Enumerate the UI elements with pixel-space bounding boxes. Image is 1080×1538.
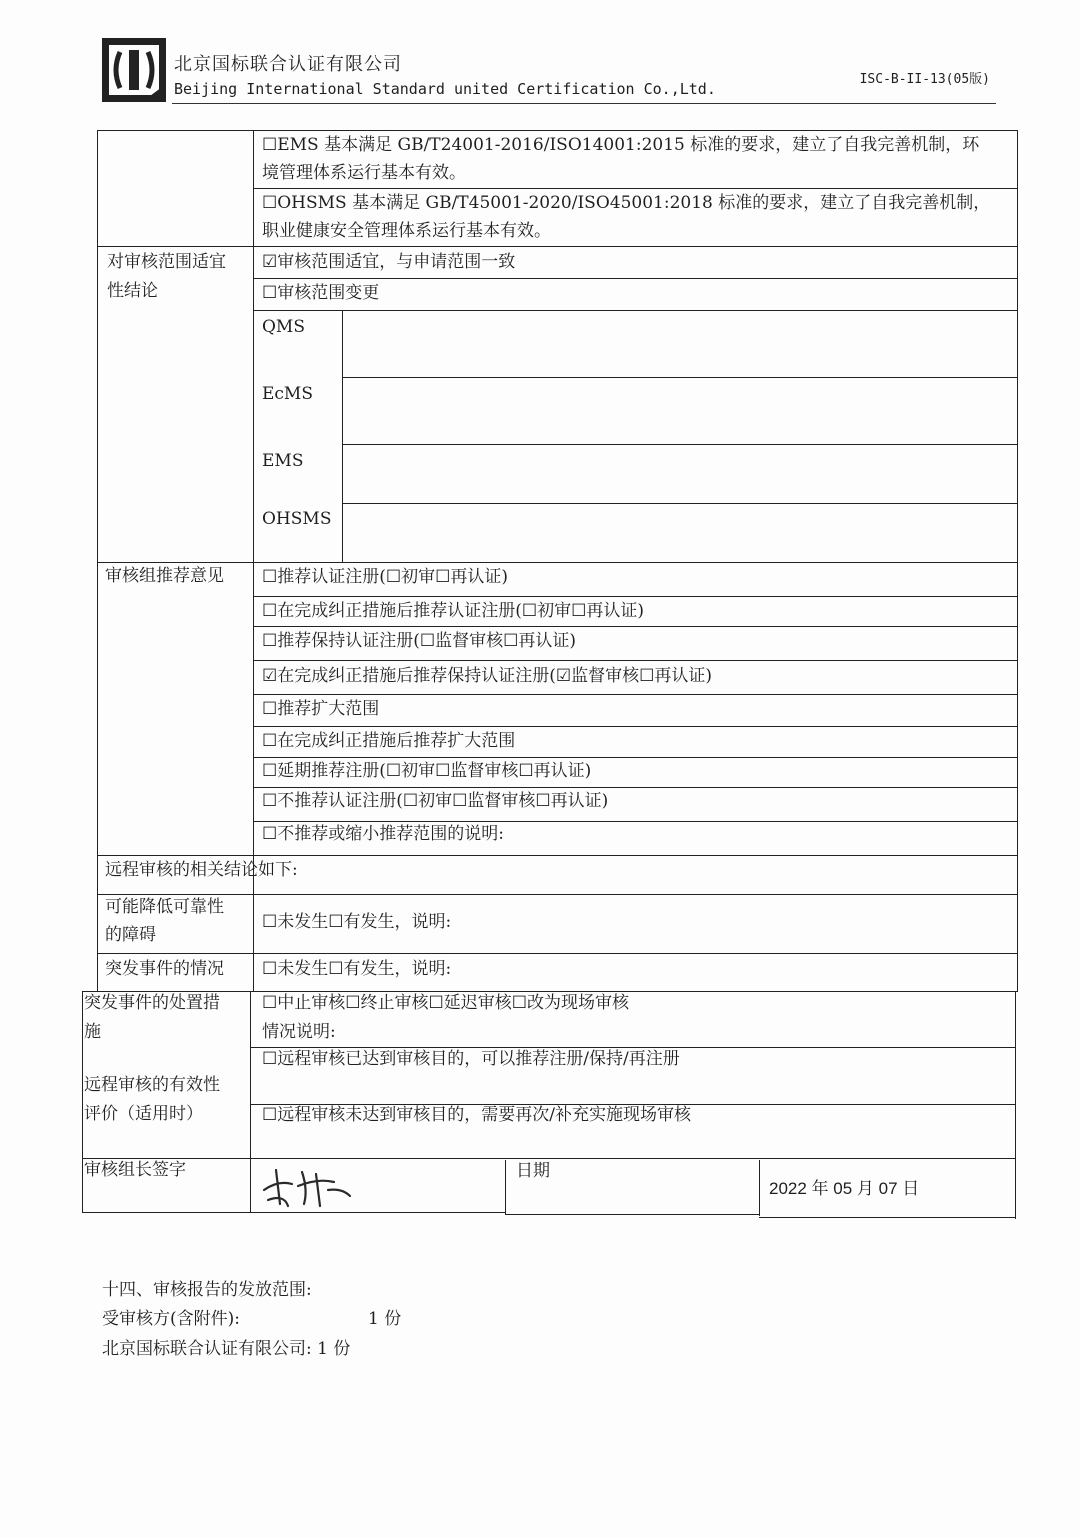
ems-conclusion-line2: 境管理体系运行基本有效。 [262, 163, 466, 183]
eval-label-line1: 远程审核的有效性 [84, 1075, 220, 1095]
measure-label-line2: 施 [84, 1022, 101, 1042]
recommend-option[interactable]: ☐推荐保持认证注册(☐监督审核☐再认证) [262, 631, 576, 651]
company-copy-line: 北京国标联合认证有限公司: 1 份 [102, 1339, 351, 1359]
system-label-ecms: EcMS [262, 384, 313, 404]
document-number: ISC-B-II-13(05版) [859, 72, 990, 87]
recommend-option[interactable]: ☐在完成纠正措施后推荐扩大范围 [262, 731, 516, 751]
eval-not-achieved-checkbox[interactable]: ☐远程审核未达到审核目的，需要再次/补充实施现场审核 [262, 1105, 691, 1125]
incident-label: 突发事件的情况 [105, 959, 224, 979]
eval-label-line2: 评价（适用时） [84, 1104, 203, 1124]
recommend-option[interactable]: ☐不推荐或缩小推荐范围的说明: [262, 824, 504, 844]
remote-audit-heading: 远程审核的相关结论如下: [105, 860, 298, 880]
company-name-en: Beijing International Standard united Certification Co.,Ltd. [174, 80, 716, 98]
auditee-label: 受审核方(含附件): [102, 1309, 240, 1329]
ohsms-conclusion-line1[interactable]: ☐OHSMS 基本满足 GB/T45001-2020/ISO45001:2018 标准的要求，建立了自我完善机制， [262, 193, 991, 213]
measure-note: 情况说明: [262, 1022, 336, 1042]
company-logo-icon [100, 36, 168, 104]
leader-signature [258, 1160, 358, 1210]
ems-conclusion-line1[interactable]: ☐EMS 基本满足 GB/T24001-2016/ISO14001:2015 标准的要求，建立了自我完善机制，环 [262, 135, 980, 155]
measure-label-line1: 突发事件的处置措 [84, 993, 220, 1013]
auditee-count: 1 份 [368, 1309, 402, 1329]
recommend-label: 审核组推荐意见 [105, 566, 224, 586]
obstacle-label-line1: 可能降低可靠性 [105, 897, 224, 917]
date-value[interactable]: 2022 年 05 月 07 日 [769, 1179, 920, 1198]
system-label-ems: EMS [262, 451, 304, 471]
recommend-option[interactable]: ☐推荐扩大范围 [262, 699, 380, 719]
distribution-title: 十四、审核报告的发放范围: [102, 1280, 312, 1300]
obstacle-label-line2: 的障碍 [105, 925, 156, 945]
measure-options[interactable]: ☐中止审核☐终止审核☐延迟审核☐改为现场审核 [262, 993, 629, 1013]
sign-label: 审核组长签字 [84, 1160, 186, 1180]
incident-options[interactable]: ☐未发生☐有发生，说明: [262, 959, 452, 979]
recommend-option[interactable]: ☐不推荐认证注册(☐初审☐监督审核☐再认证) [262, 791, 609, 811]
recommend-option[interactable]: ☐推荐认证注册(☐初审☐再认证) [262, 567, 508, 587]
letterhead [100, 34, 1000, 106]
recommend-option[interactable]: ☐在完成纠正措施后推荐认证注册(☐初审☐再认证) [262, 601, 644, 621]
obstacle-options[interactable]: ☐未发生☐有发生，说明: [262, 912, 452, 932]
recommend-option[interactable]: ☑在完成纠正措施后推荐保持认证注册(☑监督审核☐再认证) [262, 666, 712, 686]
scope-label-line2: 性结论 [107, 281, 158, 301]
system-label-qms: QMS [262, 317, 305, 337]
header-divider [172, 103, 996, 104]
scope-label-line1: 对审核范围适宜 [107, 252, 226, 272]
system-label-ohsms: OHSMS [262, 509, 332, 529]
eval-achieved-checkbox[interactable]: ☐远程审核已达到审核目的，可以推荐注册/保持/再注册 [262, 1049, 680, 1069]
date-label: 日期 [516, 1161, 550, 1181]
ohsms-conclusion-line2: 职业健康安全管理体系运行基本有效。 [262, 221, 551, 241]
company-name-cn: 北京国标联合认证有限公司 [174, 54, 402, 75]
scope-appropriate-checkbox[interactable]: ☑审核范围适宜，与申请范围一致 [262, 252, 516, 272]
scope-change-checkbox[interactable]: ☐审核范围变更 [262, 283, 380, 303]
recommend-option[interactable]: ☐延期推荐注册(☐初审☐监督审核☐再认证) [262, 761, 592, 781]
